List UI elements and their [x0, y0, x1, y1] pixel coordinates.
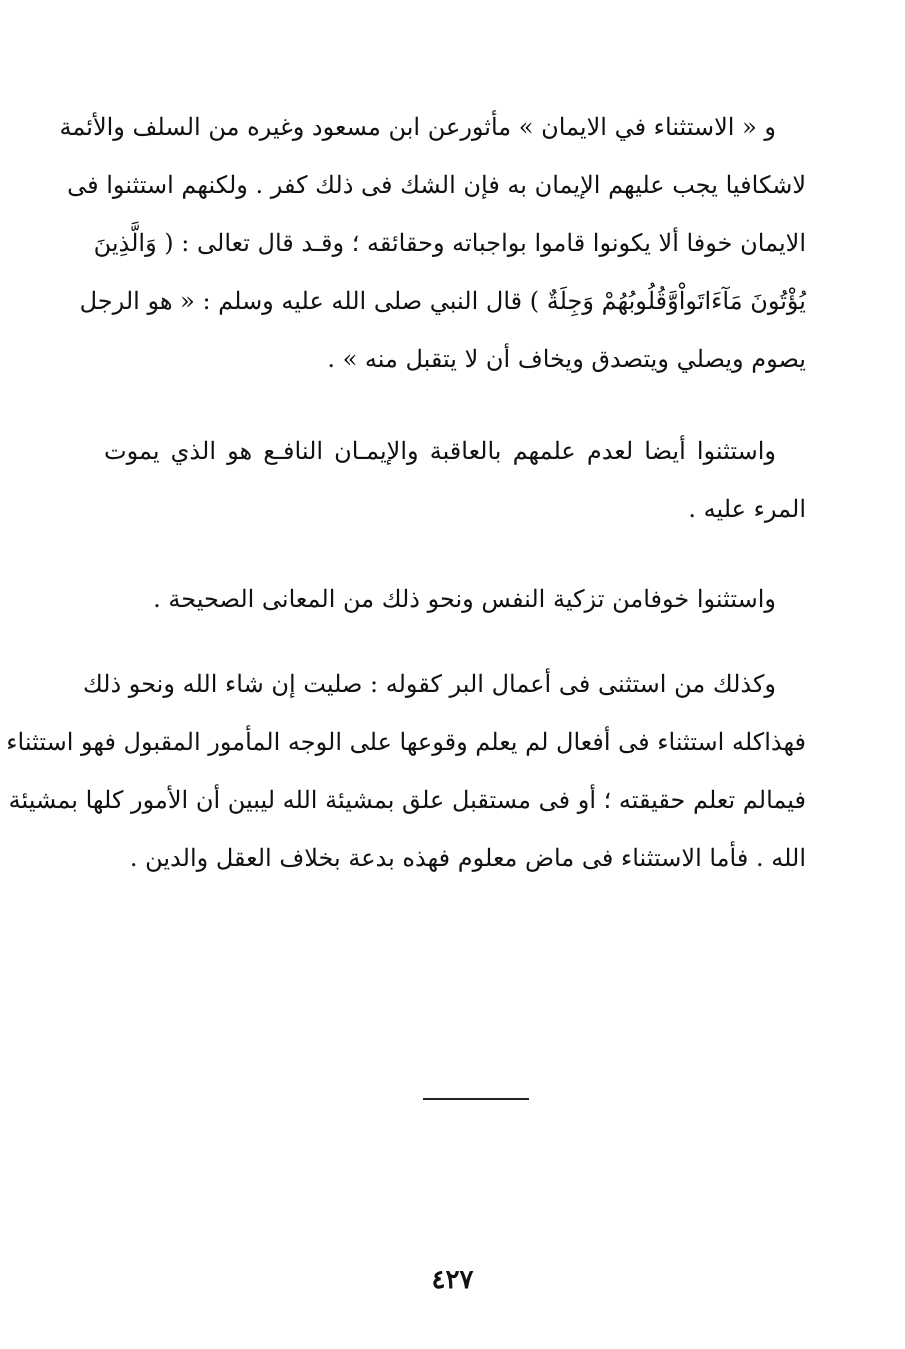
text-line: الله . فأما الاستثناء فى ماض معلوم فهذه بدعة بخلاف العقل والدين .: [129, 844, 806, 872]
text-line: الايمان خوفا ألا يكونوا قاموا بواجباته وحقائقه ؛ وقـد قال تعالى : ( وَالَّذِينَ: [93, 229, 806, 257]
text-line: المرء عليه .: [688, 495, 806, 523]
text-line: واستثنوا خوفامن تزكية النفس ونحو ذلك من المعانى الصحيحة .: [153, 585, 776, 613]
page-number: ٤٢٧: [431, 1265, 474, 1295]
text-line: وكذلك من استثنى فى أعمال البر كقوله : صليت إن شاء الله ونحو ذلك: [82, 670, 776, 698]
text-line: واستثنوا أيضا لعدم علمهم بالعاقبة والإيمـان النافـع هو الذي يموت: [104, 437, 776, 465]
paragraph-3: [104, 570, 806, 628]
paragraph-4: [6, 655, 806, 887]
text-line: و « الاستثناء في الايمان » مأثورعن ابن مسعود وغيره من السلف والأئمة: [59, 113, 776, 141]
end-of-text-divider: [423, 1098, 529, 1100]
text-line: لاشكافيا يجب عليهم الإيمان به فإن الشك فى ذلك كفر . ولكنهم استثنوا فى: [67, 171, 806, 199]
paragraph-2: [104, 422, 806, 538]
paragraph-1: [59, 98, 806, 388]
text-line: يُؤْتُونَ مَآءَاتَواْوَّقُلُوبُهُمْ وَجِلَةٌ ) قال النبي صلى الله عليه وسلم : « هو الرجل: [79, 287, 806, 315]
text-line: يصوم ويصلي ويتصدق ويخاف أن لا يتقبل منه » .: [327, 345, 806, 373]
text-line: فيمالم تعلم حقيقته ؛ أو فى مستقبل علق بمشيئة الله ليبين أن الأمور كلها بمشيئة: [8, 786, 806, 814]
text-line: فهذاكله استثناء فى أفعال لم يعلم وقوعها على الوجه المأمور المقبول فهو استثناء: [6, 728, 806, 756]
